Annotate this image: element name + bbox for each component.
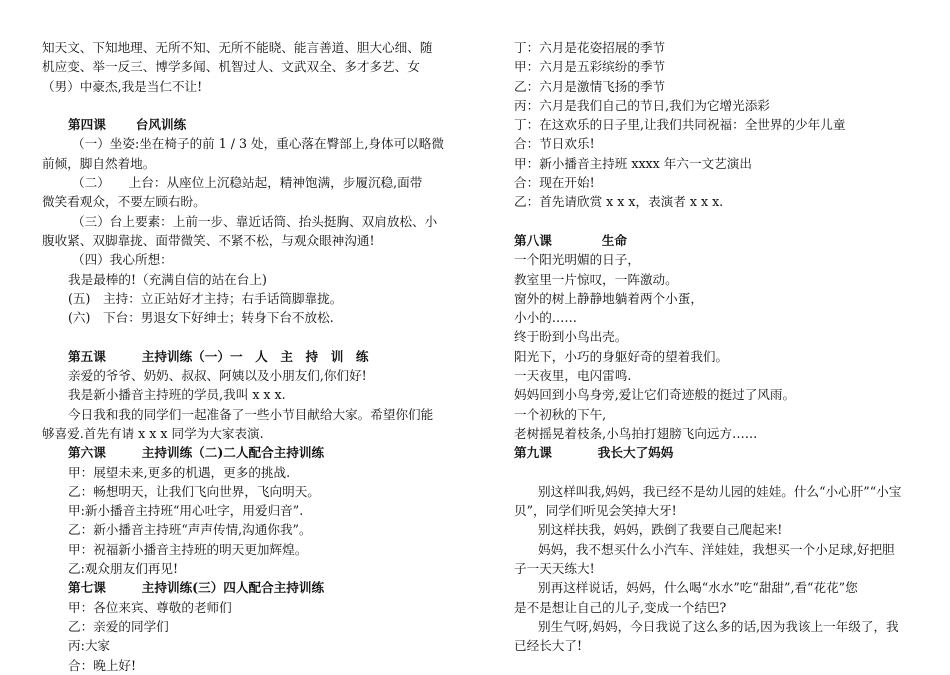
lesson7-number: 第七课 [68,580,106,596]
lesson6-title: 主持训练（二)二人配合主持训练 [141,445,325,461]
lesson5-title: 主持训练（一）一 人 主 持 训 练 [141,348,369,364]
lesson6-line: 甲：祝福新小播音主持班的明天更加辉煌。 [68,541,308,557]
dialogue-line: 甲：新小播音主持班 xxxx 年六一文艺演出 [514,155,752,171]
lesson8-line: 窗外的树上静静地躺着两个小蛋， [514,290,703,306]
lesson9-line: 别生气呀,妈妈，今日我说了这么多的话,因为我该上一年级了，我 [538,618,899,634]
lesson4-number: 第四课 [68,117,106,133]
lesson9-line: 子一天天练大! [514,561,595,577]
lesson6-line: 甲:新小播音主持班“用心吐字，用爱归音”. [68,503,304,519]
lesson4-line: 微笑看观众，不要左顾右盼。 [42,194,206,210]
lesson4-line: 我是最棒的!（充满自信的站在台上) [68,271,267,287]
lesson7-line: 甲：各位来宾、尊敬的老师们 [68,599,232,615]
lesson8-line: 阳光下，小巧的身躯好奇的望着我们。 [514,348,729,364]
lesson8-line: 老树摇晃着枝条,小鸟拍打翅膀飞向远方…… [514,425,758,441]
right-column [514,38,906,656]
intro-line: 知天文、下知地理、无所不知、无所不能晓、能言善道、胆大心细、随 [42,40,433,55]
lesson4-line: （三）台上要素：上前一步、靠近话筒、抬头挺胸、双肩放松、小 [72,213,438,229]
lesson7-line: 乙：亲爱的同学们 [68,618,169,634]
lesson6-line: 乙：新小播音主持班“声声传情,沟通你我”。 [68,522,312,538]
lesson4-line: 腹收紧、双脚靠拢、面带微笑、不紧不松，与观众眼神沟通! [42,232,375,248]
lesson7-line: 合：晚上好! [68,657,137,673]
lesson8-line: 教室里一片惊叹，一阵激动。 [514,271,678,287]
left-column [42,38,470,675]
dialogue-line: 丁：在这欢乐的日子里,让我们共同祝福：全世界的少年儿童 [514,117,846,133]
lesson9-line: 别再这样说话，妈妈，什么喝“水水”吃“甜甜”,看“花花”您 [538,580,858,596]
dialogue-line: 甲：六月是五彩缤纷的季节 [514,59,666,75]
lesson4-line: 前倾，脚自然着地。 [42,155,156,171]
dialogue-line: 丙：六月是我们自己的节日,我们为它增光添彩 [514,97,770,113]
lesson7-title: 主持训练(三）四人配合主持训练 [141,580,325,596]
lesson5-line: 亲爱的爷爷、奶奶、叔叔、阿姨以及小朋友们,你们好! [68,368,367,384]
lesson9-heading [514,443,906,462]
lesson4-line: （二） 上台：从座位上沉稳站起，精神饱满，步履沉稳,面带 [72,175,423,191]
lesson8-heading [514,231,906,250]
lesson9-number: 第九课 [514,445,552,461]
lesson9-line: 妈妈，我不想买什么小汽车、洋娃娃，我想买一个小足球,好把胆 [538,541,895,557]
lesson5-line: 够喜爱.首先有请 x x x 同学为大家表演. [42,425,264,441]
lesson9-line: 是不是想让自己的儿子,变成一个结巴? [514,599,727,615]
dialogue-line: 乙：首先请欣赏 x x x，表演者 x x x. [514,194,724,210]
lesson9-title: 我长大了妈妈 [597,445,674,461]
dialogue-line: 乙：六月是激情飞扬的季节 [514,78,666,94]
lesson6-number: 第六课 [68,445,106,461]
lesson5-line: 我是新小播音主持班的学员,我叫 x x x. [68,387,286,403]
intro-line: 机应变、举一反三、博学多闻、机智过人、文武双全、多才多艺、女 [42,59,420,75]
dialogue-line: 合：现在开始! [514,175,595,191]
lesson6-line: 乙:观众朋友们再见! [68,561,179,577]
lesson4-line: (五) 主持：立正站好才主持；右手话筒脚靠拢。 [68,290,343,306]
dialogue-line: 合：节日欢乐! [514,136,595,152]
lesson6-line: 乙：畅想明天，让我们飞向世界，飞向明天。 [68,483,320,499]
lesson4-title: 台风训练 [135,117,187,133]
dialogue-line: 丁：六月是花姿招展的季节 [514,40,666,55]
lesson8-title: 生命 [601,232,627,248]
lesson8-line: 一天夜里，电闪雷鸣. [514,368,632,384]
lesson8-line: 终于盼到小鸟出壳。 [514,329,628,345]
lesson4-line: （一）坐姿:坐在椅子的前 1 / 3 处，重心落在臀部上,身体可以略微 [72,136,444,152]
lesson5-number: 第五课 [68,348,106,364]
lesson9-line: 别这样扶我，妈妈，跌倒了我要自己爬起来! [538,522,783,538]
lesson6-heading [42,443,470,462]
intro-line: （男）中豪杰,我是当仁不让! [42,78,203,94]
lesson8-line: 妈妈回到小鸟身旁,爱让它们奇迹般的挺过了风雨。 [514,387,796,403]
lesson9-line: 贝”，同学们听见会笑掉大牙! [514,503,677,519]
lesson4-line: (六) 下台：男退女下好绅士；转身下台不放松. [68,310,334,326]
lesson8-line: 小小的…… [514,310,577,326]
lesson6-line: 甲：展望未来,更多的机遇，更多的挑战. [68,464,291,480]
lesson8-number: 第八课 [514,232,552,248]
lesson9-line: 已经长大了! [514,638,583,654]
lesson9-line: 别这样叫我,妈妈，我已经不是幼儿园的娃娃。什么“小心肝”“小宝 [538,483,902,499]
lesson4-heading [42,115,470,134]
lesson4-line: （四）我心所想： [72,252,173,268]
lesson5-heading [42,347,470,366]
lesson7-line: 丙:大家 [68,638,111,654]
lesson5-line: 今日我和我的同学们一起准备了一些小节目献给大家。希望你们能 [68,406,434,422]
lesson7-heading [42,578,470,597]
lesson8-line: 一个阳光明媚的日子， [514,252,640,268]
lesson8-line: 一个初秋的下午, [514,406,607,422]
